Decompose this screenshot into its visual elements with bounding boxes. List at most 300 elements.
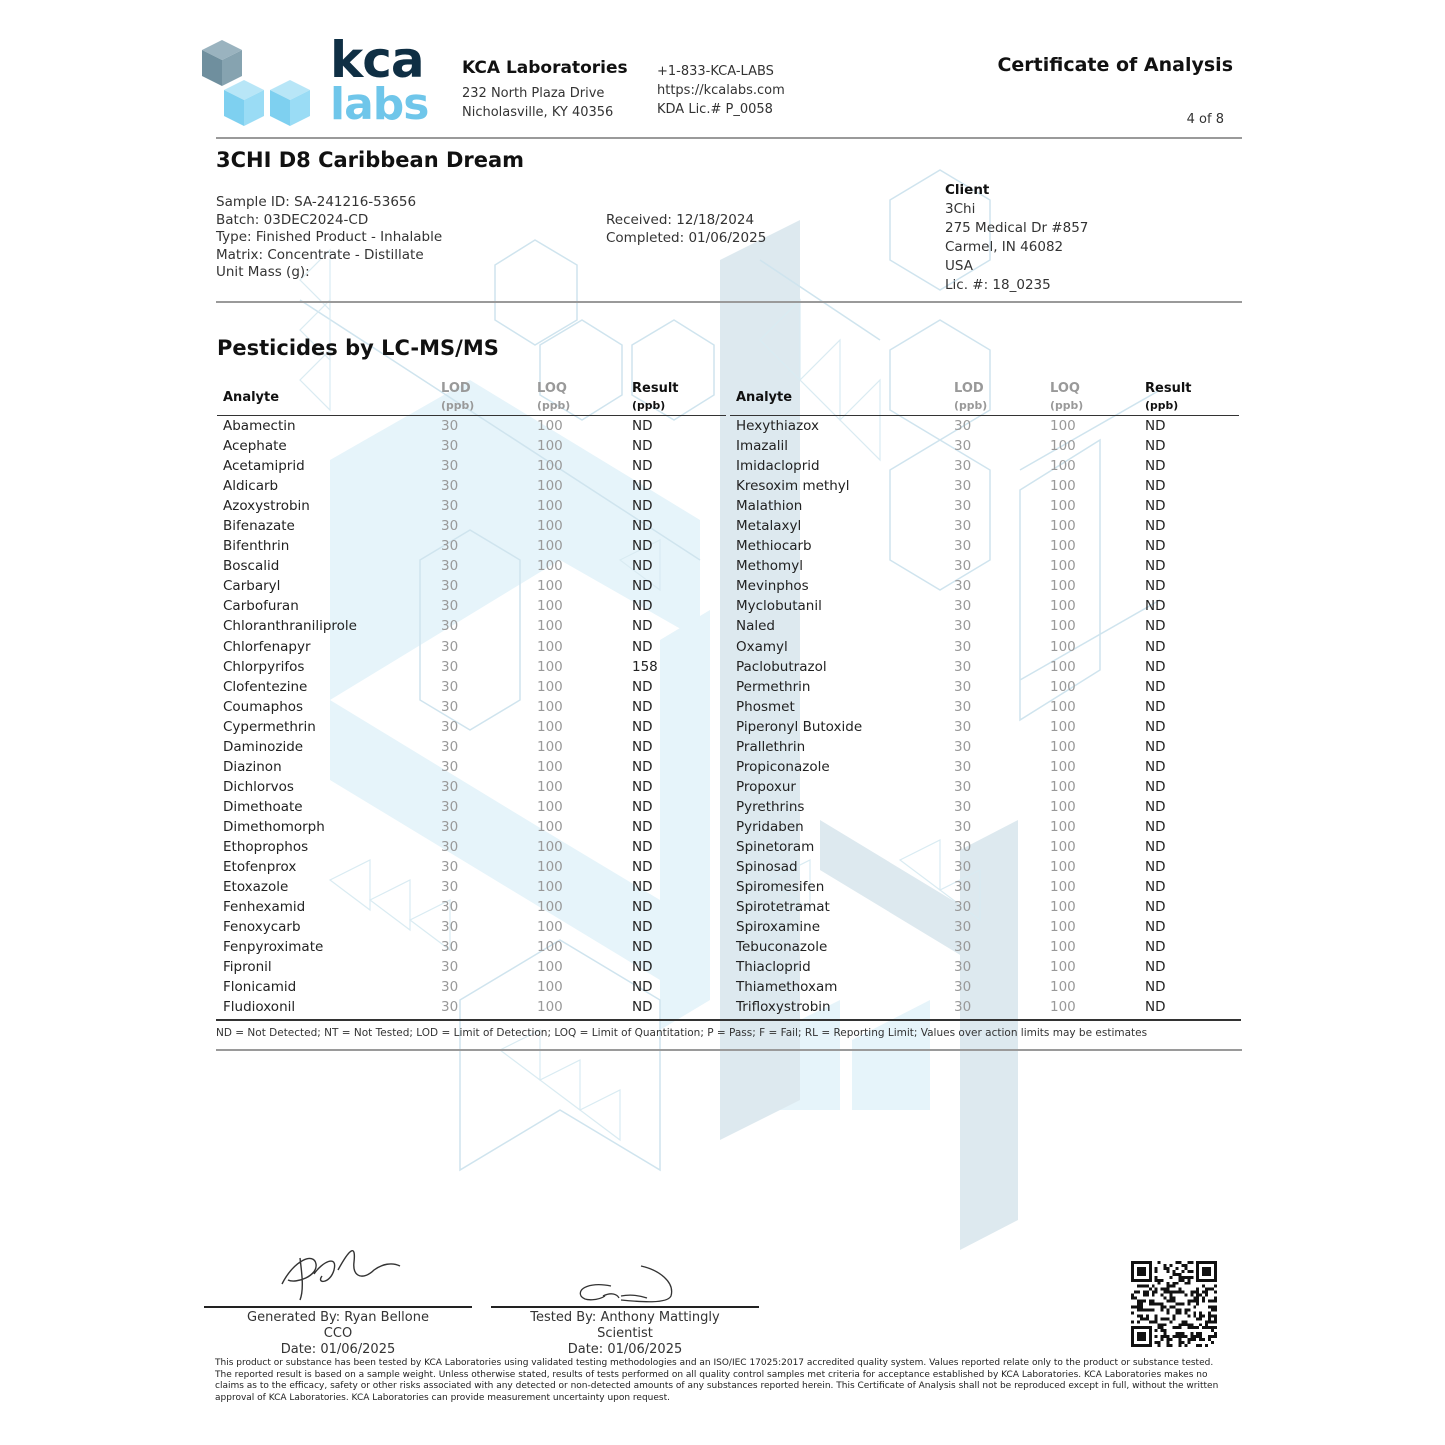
logo-wordmark [330,31,445,130]
result-cell: ND [632,718,653,735]
analyte-cell: Boscalid [223,558,280,575]
table-row [217,637,726,657]
section-title: Pesticides by LC-MS/MS [217,336,499,360]
lab-contact-block [657,62,785,119]
header-analyte: Analyte [736,390,793,405]
table-row [217,817,726,837]
table-header [730,380,1239,416]
logo-kca-text: kca [330,31,424,89]
lab-address-block [462,58,628,122]
loq-cell: 100 [537,498,563,515]
result-cell: ND [1145,979,1166,996]
result-cell: ND [632,598,653,615]
sample-matrix: Matrix: Concentrate - Distillate [216,246,424,263]
header-loq-unit: (ppb) [537,399,571,412]
loq-cell: 100 [537,879,563,896]
lod-cell: 30 [954,578,972,595]
client-block [945,181,1088,295]
analyte-cell: Chloranthraniliprole [223,618,357,635]
header-divider [216,137,1242,139]
header-lod-label: LOD [441,381,471,396]
tested-date: Date: 01/06/2025 [567,1341,683,1357]
lod-cell: 30 [441,899,459,916]
table-row [730,616,1239,636]
lod-cell: 30 [441,718,459,735]
loq-cell: 100 [1050,838,1076,855]
table-row [217,877,726,897]
lod-cell: 30 [954,879,972,896]
client-address-2: Carmel, IN 46082 [945,239,1064,255]
loq-cell: 100 [537,838,563,855]
result-cell: ND [1145,538,1166,555]
signature-anthony-mattingly [491,1240,759,1306]
result-cell: ND [1145,919,1166,936]
lod-cell: 30 [441,838,459,855]
analyte-cell: Carbofuran [223,598,299,615]
analyte-cell: Chlorfenapyr [223,638,311,655]
pesticides-table-left [217,380,726,1017]
loq-cell: 100 [1050,438,1076,455]
loq-cell: 100 [1050,498,1076,515]
kca-labs-logo [200,31,440,134]
result-cell: ND [632,979,653,996]
lod-cell: 30 [954,999,972,1016]
result-cell: ND [1145,518,1166,535]
loq-cell: 100 [1050,518,1076,535]
table-row [730,476,1239,496]
analyte-cell: Acetamiprid [223,458,305,475]
received-date: Received: 12/18/2024 [606,212,755,228]
analyte-cell: Acephate [223,438,287,455]
lod-cell: 30 [441,758,459,775]
table-row [730,777,1239,797]
table-row [730,556,1239,576]
analyte-cell: Malathion [736,498,803,515]
analyte-cell: Ethoprophos [223,838,309,855]
analyte-cell: Trifloxystrobin [736,999,831,1016]
analyte-cell: Spirotetramat [736,899,830,916]
lod-cell: 30 [441,818,459,835]
header-result-unit: (ppb) [1145,399,1179,412]
lod-cell: 30 [441,798,459,815]
result-cell: ND [632,558,653,575]
generated-role: CCO [323,1325,353,1341]
table-row [730,496,1239,516]
lod-cell: 30 [441,558,459,575]
lod-cell: 30 [954,558,972,575]
result-cell: ND [1145,959,1166,976]
result-cell: ND [1145,838,1166,855]
loq-cell: 100 [1050,638,1076,655]
table-row [217,456,726,476]
table-row [730,456,1239,476]
loq-cell: 100 [1050,618,1076,635]
analyte-cell: Phosmet [736,698,795,715]
table-row [217,717,726,737]
result-cell: 158 [632,658,658,675]
lod-cell: 30 [441,999,459,1016]
header-lod-unit: (ppb) [441,399,475,412]
loq-cell: 100 [1050,478,1076,495]
header-loq-unit: (ppb) [1050,399,1084,412]
table-row [730,436,1239,456]
analyte-cell: Carbaryl [223,578,281,595]
result-cell: ND [1145,999,1166,1016]
result-cell: ND [1145,859,1166,876]
signature-ryan-bellone [204,1240,472,1306]
analyte-cell: Imazalil [736,438,789,455]
analyte-cell: Metalaxyl [736,518,802,535]
loq-cell: 100 [1050,939,1076,956]
signature-line [491,1306,759,1308]
result-cell: ND [632,798,653,815]
footer-divider [216,1049,1242,1051]
lod-cell: 30 [441,418,459,434]
analyte-cell: Kresoxim methyl [736,478,850,495]
table-row [217,997,726,1017]
table-row [730,416,1239,436]
analyte-cell: Fludioxonil [223,999,296,1016]
analyte-cell: Naled [736,618,775,635]
table-row [730,997,1239,1017]
loq-cell: 100 [537,999,563,1016]
lod-cell: 30 [441,438,459,455]
analyte-cell: Azoxystrobin [223,498,310,515]
analyte-cell: Spiromesifen [736,879,825,896]
analyte-cell: Etoxazole [223,879,289,896]
loq-cell: 100 [537,558,563,575]
analyte-cell: Mevinphos [736,578,809,595]
loq-cell: 100 [537,979,563,996]
lod-cell: 30 [441,698,459,715]
header-lod-unit: (ppb) [954,399,988,412]
lod-cell: 30 [954,818,972,835]
loq-cell: 100 [537,578,563,595]
loq-cell: 100 [1050,999,1076,1016]
loq-cell: 100 [1050,798,1076,815]
disclaimer-text: This product or substance has been tested by KCA Laboratories using validated testing methodologies and an ISO/IEC 17025:2017 accredited quality system. Values reported relate only to the product or substance tested. The reported result is based on a sample weight. Unless otherwise stated, results of tests performed on all quality control samples met criteria for acceptance established by KCA Laboratories. KCA Laboratories makes no claims as to the efficacy, safety or other risks associated with any detected or non-detected amounts of any substances reported herein. This Certificate of Analysis shall not be reproduced except in full, without the written approval of KCA Laboratories. KCA Laboratories can provide measurement uncertainty upon request. [215,1358,1219,1403]
table-row [217,777,726,797]
table-row [217,516,726,536]
loq-cell: 100 [537,738,563,755]
loq-cell: 100 [537,678,563,695]
analyte-cell: Dichlorvos [223,778,294,795]
loq-cell: 100 [537,818,563,835]
lab-address-line-1: 232 North Plaza Drive [462,86,605,101]
result-cell: ND [1145,758,1166,775]
analyte-cell: Etofenprox [223,859,297,876]
result-cell: ND [632,939,653,956]
header-lod-label: LOD [954,381,984,396]
table-row [730,937,1239,957]
analyte-cell: Propoxur [736,778,796,795]
loq-cell: 100 [1050,758,1076,775]
client-heading: Client [945,182,990,198]
result-cell: ND [1145,718,1166,735]
result-cell: ND [1145,818,1166,835]
table-header [217,380,726,416]
analyte-cell: Spinosad [736,859,798,876]
analyte-cell: Pyrethrins [736,798,805,815]
result-cell: ND [632,458,653,475]
analyte-cell: Propiconazole [736,758,830,775]
analyte-cell: Bifenazate [223,518,295,535]
lod-cell: 30 [441,678,459,695]
lab-address-line-2: Nicholasville, KY 40356 [462,105,614,120]
loq-cell: 100 [537,919,563,936]
result-cell: ND [632,638,653,655]
result-cell: ND [632,538,653,555]
table-row [217,556,726,576]
lod-cell: 30 [954,458,972,475]
tested-role: Scientist [597,1325,653,1341]
sample-id: Sample ID: SA-241216-53656 [216,194,417,210]
document-title: Certificate of Analysis [997,54,1233,76]
result-cell: ND [632,959,653,976]
table-row [217,737,726,757]
loq-cell: 100 [1050,718,1076,735]
table-row [217,957,726,977]
header-analyte: Analyte [223,390,280,405]
table-body-left [217,416,726,1017]
lod-cell: 30 [954,618,972,635]
analyte-cell: Fipronil [223,959,272,976]
analyte-cell: Oxamyl [736,638,788,655]
loq-cell: 100 [537,478,563,495]
lod-cell: 30 [441,738,459,755]
loq-cell: 100 [1050,698,1076,715]
table-row [730,877,1239,897]
lab-name: KCA Laboratories [462,58,628,78]
lod-cell: 30 [441,919,459,936]
dates-block [606,212,766,247]
table-body-right [730,416,1239,1017]
lod-cell: 30 [954,658,972,675]
table-row [730,657,1239,677]
result-cell: ND [632,758,653,775]
table-row [217,616,726,636]
lod-cell: 30 [954,919,972,936]
loq-cell: 100 [1050,879,1076,896]
result-cell: ND [632,999,653,1016]
logo-labs-text: labs [330,79,429,130]
client-country: USA [945,258,973,274]
analyte-cell: Aldicarb [223,478,279,495]
tested-by: Tested By: Anthony Mattingly [530,1309,720,1325]
table-row [730,957,1239,977]
analyte-cell: Flonicamid [223,979,297,996]
analyte-cell: Bifenthrin [223,538,290,555]
analyte-cell: Methomyl [736,558,803,575]
table-row [217,897,726,917]
lod-cell: 30 [954,899,972,916]
header-result [1145,380,1192,414]
analyte-cell: Fenpyroximate [223,939,324,956]
loq-cell: 100 [537,758,563,775]
table-row [730,677,1239,697]
lod-cell: 30 [441,598,459,615]
result-cell: ND [1145,879,1166,896]
result-cell: ND [1145,698,1166,715]
loq-cell: 100 [537,859,563,876]
loq-cell: 100 [537,598,563,615]
lod-cell: 30 [954,498,972,515]
result-cell: ND [1145,658,1166,675]
table-row [730,697,1239,717]
result-cell: ND [632,518,653,535]
loq-cell: 100 [1050,658,1076,675]
info-divider [216,301,1242,303]
lod-cell: 30 [954,418,972,434]
lod-cell: 30 [954,838,972,855]
lod-cell: 30 [954,758,972,775]
lod-cell: 30 [441,578,459,595]
result-cell: ND [632,919,653,936]
client-name: 3Chi [945,201,976,217]
lod-cell: 30 [954,598,972,615]
analyte-cell: Spinetoram [736,838,815,855]
loq-cell: 100 [537,798,563,815]
result-cell: ND [1145,738,1166,755]
batch: Batch: 03DEC2024-CD [216,211,369,228]
completed-date: Completed: 01/06/2025 [606,229,767,246]
result-cell: ND [1145,578,1166,595]
table-row [217,697,726,717]
result-cell: ND [1145,438,1166,455]
lod-cell: 30 [441,859,459,876]
analyte-cell: Chlorpyrifos [223,658,305,675]
analyte-cell: Tebuconazole [736,939,828,956]
table-row [730,857,1239,877]
loq-cell: 100 [1050,458,1076,475]
loq-cell: 100 [1050,678,1076,695]
lod-cell: 30 [441,778,459,795]
loq-cell: 100 [1050,418,1076,434]
lab-website: https://kcalabs.com [657,83,785,98]
analyte-cell: Piperonyl Butoxide [736,718,863,735]
table-row [217,937,726,957]
abbreviation-legend: ND = Not Detected; NT = Not Tested; LOD = Limit of Detection; LOQ = Limit of Quantitation; P = Pass; F = Fail; RL = Reporting Limit; Values over action limits may be estimates [216,1027,1148,1039]
header-loq-label: LOQ [1050,381,1080,396]
result-cell: ND [632,498,653,515]
lod-cell: 30 [954,859,972,876]
result-cell: ND [632,478,653,495]
signature-block-tested [491,1240,759,1358]
sample-info-block [216,194,442,282]
analyte-cell: Daminozide [223,738,304,755]
lod-cell: 30 [954,438,972,455]
analyte-cell: Thiacloprid [736,959,811,976]
unit-mass: Unit Mass (g): [216,264,310,280]
table-row [217,536,726,556]
lod-cell: 30 [441,959,459,976]
generated-date: Date: 01/06/2025 [280,1341,396,1357]
lod-cell: 30 [441,618,459,635]
result-cell: ND [632,678,653,695]
result-cell: ND [632,578,653,595]
result-cell: ND [1145,798,1166,815]
header-result-unit: (ppb) [632,399,666,412]
client-address-1: 275 Medical Dr #857 [945,220,1089,236]
analyte-cell: Thiamethoxam [736,979,838,996]
lod-cell: 30 [954,478,972,495]
lab-license: KDA Lic.# P_0058 [657,102,773,117]
loq-cell: 100 [1050,959,1076,976]
lab-phone: +1-833-KCA-LABS [657,64,774,79]
loq-cell: 100 [1050,859,1076,876]
loq-cell: 100 [537,718,563,735]
loq-cell: 100 [537,939,563,956]
header-lod [954,380,987,414]
loq-cell: 100 [1050,899,1076,916]
loq-cell: 100 [1050,919,1076,936]
table-row [730,576,1239,596]
result-cell: ND [632,879,653,896]
analyte-cell: Methiocarb [736,538,812,555]
result-cell: ND [632,438,653,455]
analyte-cell: Hexythiazox [736,418,819,434]
analyte-cell: Paclobutrazol [736,658,827,675]
analyte-cell: Myclobutanil [736,598,822,615]
signature-line [204,1306,472,1308]
table-row [217,797,726,817]
analyte-cell: Dimethomorph [223,818,325,835]
signature-block-generated [204,1240,472,1358]
loq-cell: 100 [537,658,563,675]
header-loq [537,380,570,414]
loq-cell: 100 [537,518,563,535]
result-cell: ND [1145,638,1166,655]
result-cell: ND [1145,678,1166,695]
result-cell: ND [632,698,653,715]
analyte-cell: Permethrin [736,678,811,695]
table-row [730,717,1239,737]
result-cell: ND [1145,778,1166,795]
result-cell: ND [1145,458,1166,475]
loq-cell: 100 [537,778,563,795]
lod-cell: 30 [441,458,459,475]
lod-cell: 30 [954,778,972,795]
analyte-cell: Abamectin [223,418,296,434]
table-row [217,757,726,777]
loq-cell: 100 [537,959,563,976]
table-row [730,817,1239,837]
result-cell: ND [632,738,653,755]
result-cell: ND [1145,939,1166,956]
result-cell: ND [632,618,653,635]
table-row [217,436,726,456]
cubes-logo-icon [200,38,325,134]
qr-code-icon[interactable] [1131,1261,1217,1347]
loq-cell: 100 [1050,578,1076,595]
result-cell: ND [632,838,653,855]
table-row [217,837,726,857]
table-row [217,977,726,997]
result-cell: ND [1145,498,1166,515]
sample-type: Type: Finished Product - Inhalable [216,229,443,245]
loq-cell: 100 [1050,818,1076,835]
table-row [217,576,726,596]
generated-by: Generated By: Ryan Bellone [247,1309,429,1325]
loq-cell: 100 [1050,558,1076,575]
loq-cell: 100 [537,698,563,715]
lod-cell: 30 [954,939,972,956]
pesticides-table-right [730,380,1239,1017]
lod-cell: 30 [441,538,459,555]
table-row [217,677,726,697]
analyte-cell: Pyridaben [736,818,804,835]
lod-cell: 30 [441,638,459,655]
